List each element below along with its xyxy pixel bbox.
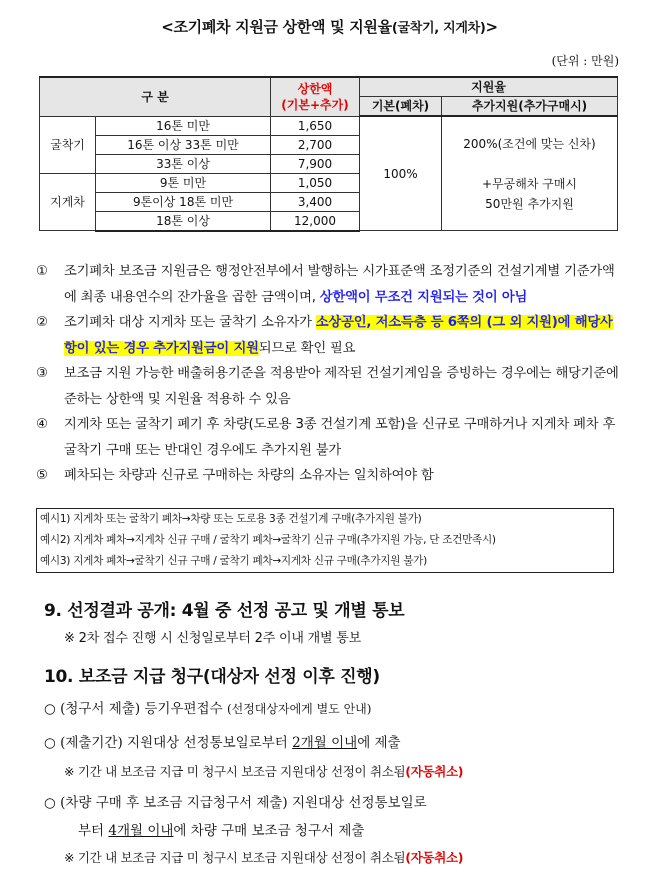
page-title: <조기폐차 지원금 상한액 및 지원율(굴착기, 지게차)>: [161, 18, 498, 36]
group-name: 굴착기: [40, 116, 96, 173]
size-cell: 16톤 이상 33톤 미만: [96, 135, 271, 154]
size-cell: 9톤 미만: [96, 173, 271, 192]
header-limit: 상한액 (기본+추가): [271, 77, 360, 116]
extra-support: 200%(조건에 맞는 신차) +무공해차 구매시 50만원 추가지원: [442, 116, 618, 231]
item-claim-submit: ○ (청구서 제출) 등기우편접수 (선정대상자에게 별도 안내): [44, 701, 372, 717]
header-category: 구 분: [40, 77, 271, 116]
group-name: 지게차: [40, 173, 96, 231]
header-support: 지원율: [360, 77, 618, 97]
limit-cell: 3,400: [271, 192, 360, 211]
note-item: ⑤ 폐차되는 차량과 신규로 구매하는 차량의 소유자는 일치하여야 함: [36, 468, 434, 483]
examples-box: [36, 508, 614, 573]
size-cell: 33톤 이상: [96, 154, 271, 173]
section-9-note: ※ 2차 접수 진행 시 신청일로부터 2주 이내 개별 통보: [64, 631, 362, 646]
section-10-title: 10. 보조금 지급 청구(대상자 선정 이후 진행): [44, 667, 380, 687]
note-item: ④ 지게차 또는 굴착기 폐기 후 차량(도로용 3종 건설기계 포함)을 신규로 구매하거나 지게차 폐차 후 굴착기 구매 또는 반대인 경우에도 추가지원 불가: [36, 417, 616, 458]
item-submit-period: ○ (제출기간) 지원대상 선정통보일로부터 2개월 이내에 제출: [44, 735, 401, 751]
subsidy-table: [39, 76, 618, 232]
limit-cell: 7,900: [271, 154, 360, 173]
item-purchase-claim: ○ (차량 구매 후 보조금 지급청구서 제출) 지원대상 선정통보일로 부터 4개월 이내에 차량 구매 보조금 청구서 제출: [44, 795, 427, 839]
notes-list: [36, 259, 621, 489]
note-item: ① 조기폐차 보조금 지원금은 행정안전부에서 발행하는 시가표준액 조정기준의 건설기계별 기준가액에 최종 내용연수의 잔가율을 곱한 금액이며, 상한액이 무조건 지원되는 것이 아님: [36, 264, 615, 305]
unit-label: (단위 : 만원): [551, 54, 619, 68]
section-9-title: 9. 선정결과 공개: 4월 중 선정 공고 및 개별 통보: [44, 601, 405, 621]
example-line: 예시3) 지게차 폐차→굴착기 신규 구매 / 굴착기 폐차→지게차 신규 구매(추가지원 불가): [40, 555, 427, 567]
limit-cell: 1,650: [271, 116, 360, 135]
limit-cell: 2,700: [271, 135, 360, 154]
warning-cancel-1: ※ 기간 내 보조금 지급 미 청구시 보조금 지원대상 선정이 취소됨(자동취소): [64, 764, 464, 779]
header-basic: 기본(폐차): [360, 97, 442, 117]
example-line: 예시1) 지게차 또는 굴착기 폐차→차량 또는 도로용 3종 건설기계 구매(추가지원 불가): [40, 513, 422, 525]
note-item: ③ 보조금 지원 가능한 배출허용기준을 적용받아 제작된 건설기계임을 증빙하는 경우에는 해당기준에 준하는 상한액 및 지원율 적용하 수 있음: [36, 366, 619, 407]
warning-cancel-2: ※ 기간 내 보조금 지급 미 청구시 보조금 지원대상 선정이 취소됨(자동취소): [64, 850, 464, 865]
example-line: 예시2) 지게차 폐차→지게차 신규 구매 / 굴착기 폐차→굴착기 신규 구매(추가지원 가능, 단 조건만족시): [40, 534, 496, 546]
size-cell: 9톤이상 18톤 미만: [96, 192, 271, 211]
size-cell: 16톤 미만: [96, 116, 271, 135]
limit-cell: 12,000: [271, 211, 360, 231]
note-item: ② 조기폐차 대상 지게차 또는 굴착기 소유자가 소상공인, 저소득층 등 6쪽의 (그 외 지원)에 해당사항이 있는 경우 추가지원금이 지원되므로 확인 필요: [36, 315, 613, 356]
size-cell: 18톤 이상: [96, 211, 271, 231]
limit-cell: 1,050: [271, 173, 360, 192]
basic-rate: 100%: [360, 116, 442, 231]
header-extra: 추가지원(추가구매시): [442, 97, 618, 117]
